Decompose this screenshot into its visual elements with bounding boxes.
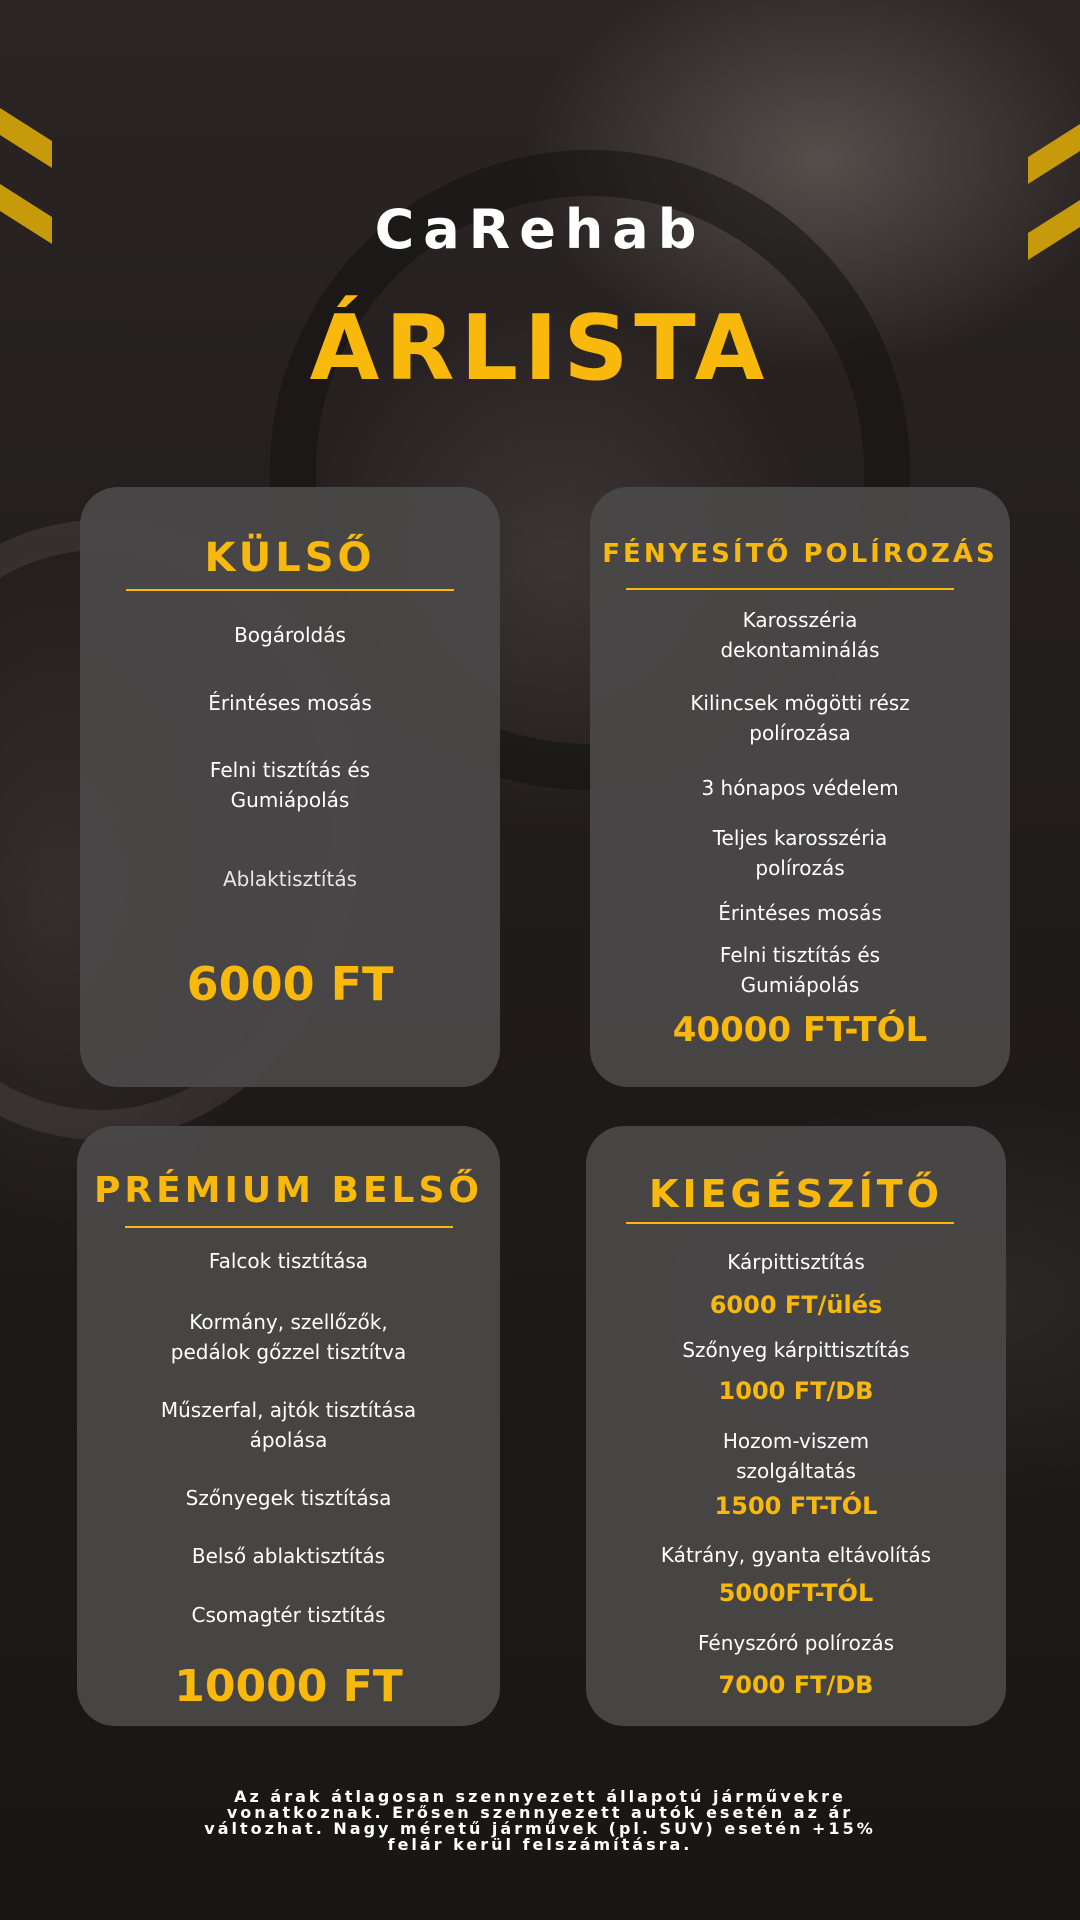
service-item: Bogároldás [234, 623, 346, 647]
addon-label: Fényszóró polírozás [698, 1631, 894, 1655]
service-item: Érintéses mosás [718, 901, 882, 925]
addon-label: Szőnyeg kárpittisztítás [682, 1338, 910, 1362]
service-item: Érintéses mosás [208, 691, 372, 715]
service-item: Karosszéria dekontaminálás [720, 608, 880, 662]
service-item: Belső ablaktisztítás [191, 1544, 386, 1568]
brand-name: CaRehab [374, 198, 706, 261]
service-item: Teljes karosszéria polírozás [712, 826, 888, 880]
service-item: Csomagtér tisztítás [191, 1603, 386, 1627]
title-divider [126, 589, 454, 591]
service-item: Ablaktisztítás [222, 867, 357, 891]
service-item: Műszerfal, ajtók tisztítása ápolása [160, 1398, 417, 1452]
service-item: 3 hónapos védelem [701, 776, 899, 800]
addon-price: 1000 FT/DB [718, 1377, 874, 1405]
title-divider [626, 1222, 954, 1224]
card-title-polirozas: FÉNYESÍTŐ POLÍROZÁS [602, 539, 998, 569]
service-item: Falcok tisztítása [208, 1249, 369, 1273]
addon-price: 5000FT-TÓL [718, 1579, 874, 1607]
addon-label: Hozom-viszem szolgáltatás [722, 1429, 870, 1483]
card-price: 6000 FT [186, 957, 394, 1011]
addon-price: 1500 FT-TÓL [714, 1492, 878, 1520]
addon-price: 6000 FT/ülés [709, 1291, 883, 1319]
addon-label: Kárpittisztítás [727, 1250, 865, 1274]
card-title-kulso: KÜLSŐ [204, 535, 376, 581]
service-item: Kormány, szellőzők, pedálok gőzzel tisztítva [170, 1310, 407, 1364]
addon-label: Kátrány, gyanta eltávolítás [660, 1543, 932, 1567]
service-item: Szőnyegek tisztítása [185, 1486, 392, 1510]
card-belso [77, 1126, 500, 1726]
card-price: 40000 FT-TÓL [672, 1010, 928, 1050]
card-polirozas [590, 487, 1010, 1087]
card-kiegeszito [586, 1126, 1006, 1726]
service-item: Felni tisztítás és Gumiápolás [209, 758, 371, 812]
card-title-belso: PRÉMIUM BELSŐ [93, 1170, 483, 1211]
card-kulso [80, 487, 500, 1087]
price-disclaimer: Az árak átlagosan szennyezett állapotú járművekre vonatkoznak. Erősen szennyezett autók esetén az ár változhat. Nagy méretű járművek (pl. SUV) esetén +15% felár kerül felszámításra. [204, 1787, 876, 1854]
page-title: ÁRLISTA [309, 296, 771, 401]
service-item: Felni tisztítás és Gumiápolás [719, 943, 881, 997]
title-divider [125, 1226, 453, 1228]
card-price: 10000 FT [174, 1661, 403, 1712]
service-item: Kilincsek mögötti rész polírozása [690, 691, 910, 745]
title-divider [626, 588, 954, 590]
addon-price: 7000 FT/DB [718, 1671, 874, 1699]
card-title-kiegeszito: KIEGÉSZÍTŐ [649, 1172, 943, 1216]
